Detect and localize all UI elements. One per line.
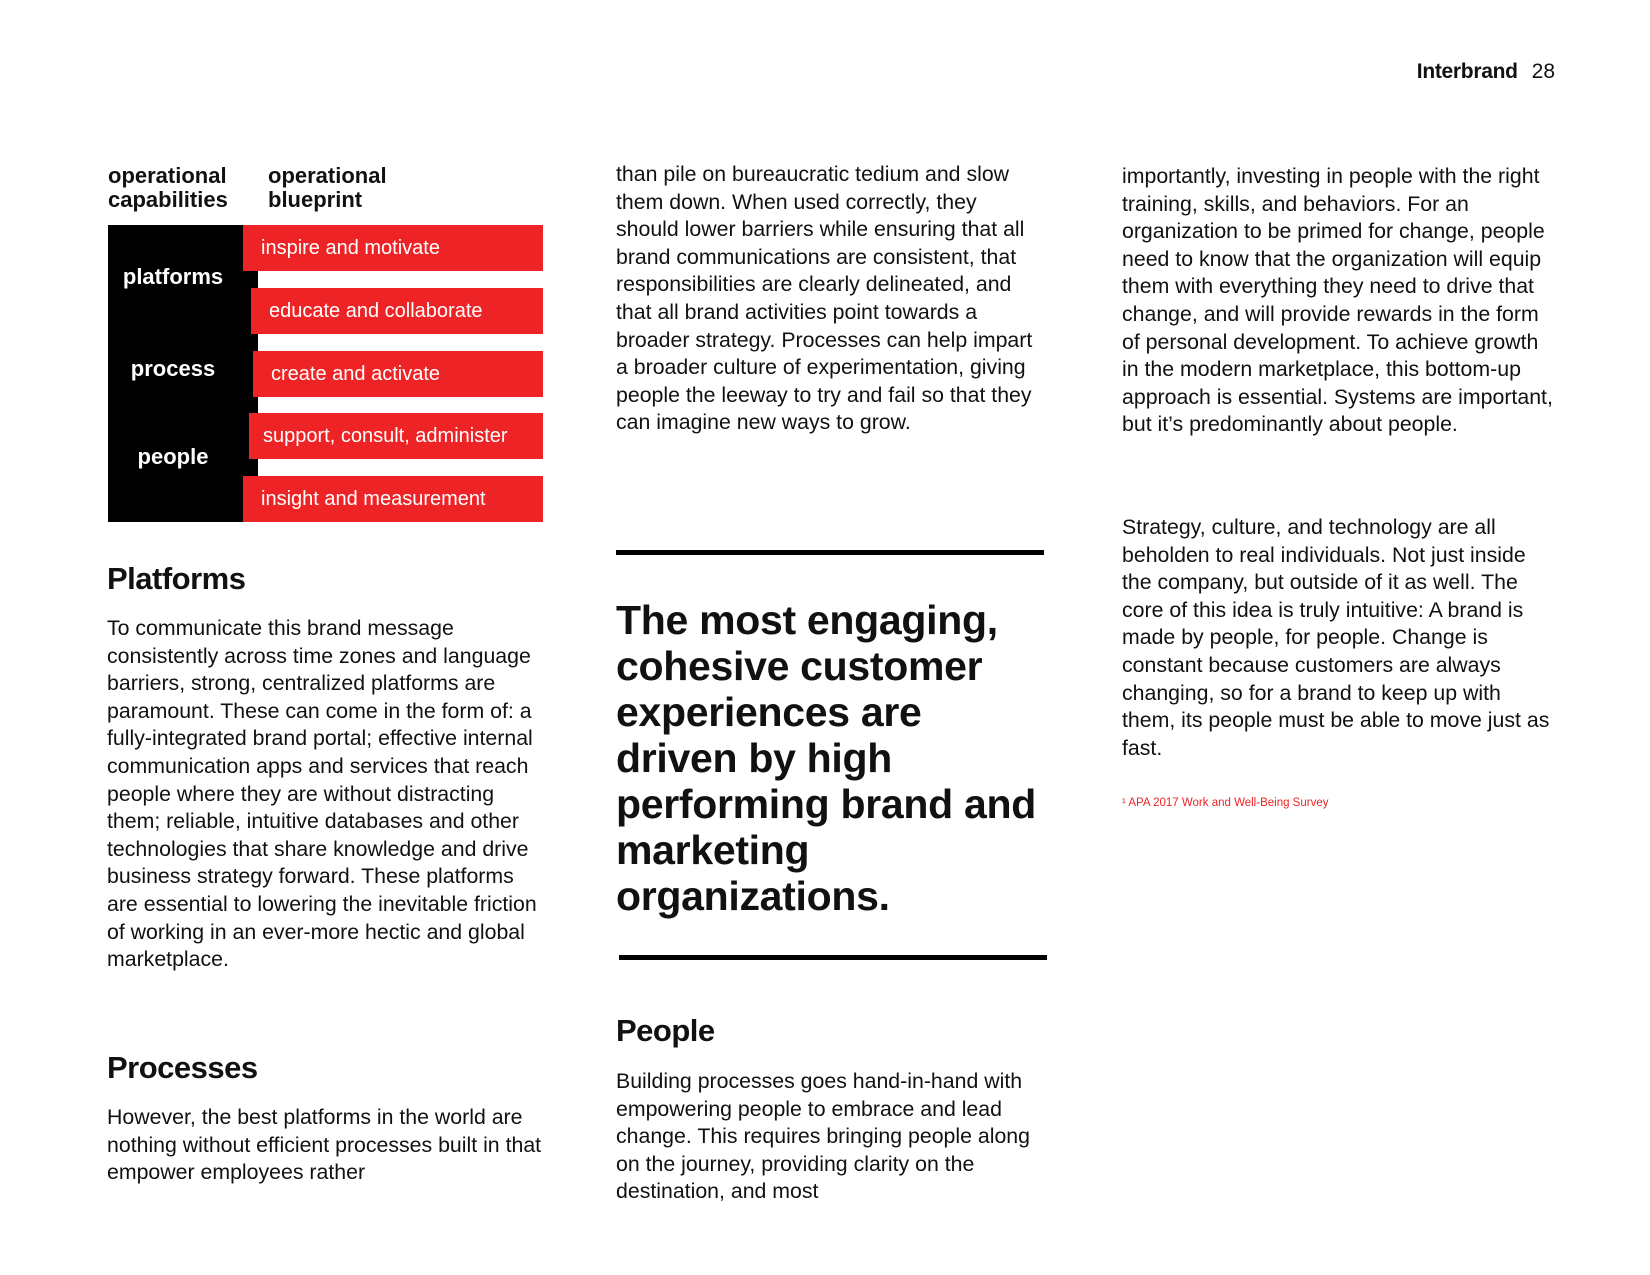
- page-header: [1417, 60, 1555, 84]
- blueprint-bar: create and activate: [253, 351, 543, 397]
- capability-people: people: [137, 444, 209, 469]
- footnote: ¹ APA 2017 Work and Well-Being Survey: [1122, 797, 1329, 809]
- brand-logo: Interbrand: [1416, 60, 1518, 83]
- individuals-paragraph: Strategy, culture, and technology are all beholden to real individuals. Not just inside the company, but outside of it as well. The core of this idea is truly intuitive: A brand is made by people, for people. Change is constant because customers are always changing, so for a brand to keep up with them, its people must be able to move just as fast.: [1122, 515, 1550, 760]
- quote-bottom-rule: [619, 955, 1047, 960]
- page-number: 28: [1531, 60, 1555, 83]
- blueprint-bar: inspire and motivate: [243, 225, 543, 271]
- people-continued: importantly, investing in people with the right training, skills, and behaviors. For an organization to be primed for change, people need to know that the organization will equip them with everything they need to drive that change, and will provide rewards in the form of personal development. To achieve growth in the modern marketplace, this bottom-up approach is essential. Systems are important, but it’s predominantly about people.: [1122, 164, 1553, 437]
- blueprint-bar: educate and collaborate: [251, 288, 543, 334]
- operational-diagram: [108, 160, 543, 530]
- capability-process: process: [130, 356, 216, 381]
- processes-heading: Processes: [107, 1050, 258, 1085]
- blueprint-bars: [243, 160, 543, 530]
- pull-quote: The most engaging, cohesive customer experiences are driven by high performing brand and marketing organizations.: [616, 597, 1036, 919]
- quote-top-rule: [616, 550, 1044, 555]
- platforms-body: To communicate this brand message consistently across time zones and language barriers, strong, centralized platforms are paramount. These can come in the form of: a fully-integrated brand portal; effective internal communication apps and services that reach people where they are without distracting them; reliable, intuitive databases and other technologies that share knowledge and drive business strategy forward. These platforms are essential to lowering the inevitable friction of working in an ever-more hectic and global marketplace.: [107, 616, 537, 972]
- people-heading: People: [616, 1013, 715, 1048]
- platforms-heading: Platforms: [107, 561, 246, 596]
- processes-continued: than pile on bureaucratic tedium and slow them down. When used correctly, they should lower barriers while ensuring that all brand communications are consistent, that responsibilities are clearly delineated, and that all brand activities point towards a broader strategy. Processes can help impart a broader culture of experimentation, giving people the leeway to try and fail so that they can imagine new ways to grow.: [616, 162, 1033, 435]
- blueprint-bar: insight and measurement: [243, 476, 543, 522]
- processes-body: However, the best platforms in the world are nothing without efficient processes built in that empower employees rather: [107, 1105, 542, 1185]
- people-body: Building processes goes hand-in-hand with empowering people to embrace and lead change. This requires bringing people along on the journey, providing clarity on the destination, and most: [616, 1069, 1030, 1204]
- capability-platforms: platforms: [122, 264, 224, 289]
- diagram-right-header: operational blueprint: [268, 163, 387, 212]
- blueprint-bar: support, consult, administer: [249, 413, 543, 459]
- diagram-left-header: operational capabilities: [108, 163, 228, 212]
